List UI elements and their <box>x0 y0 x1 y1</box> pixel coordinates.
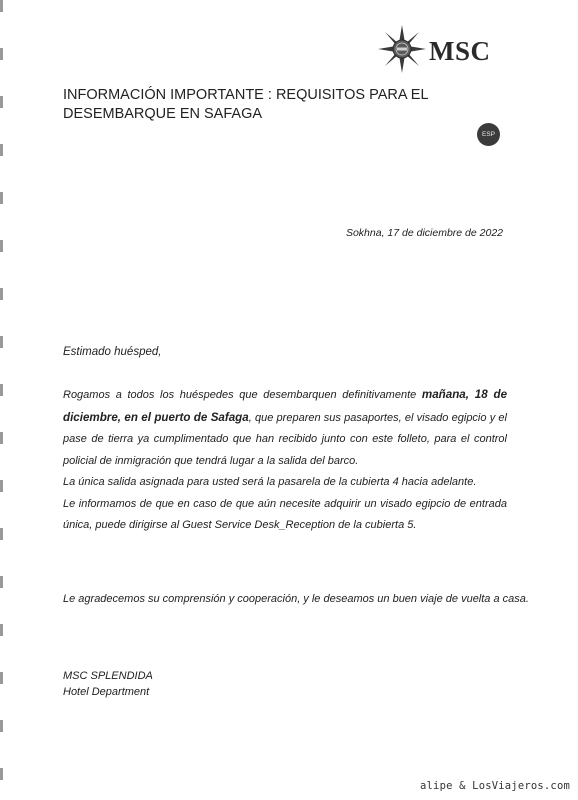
msc-logo <box>377 24 491 79</box>
logo-wordmark: MSC <box>429 36 491 66</box>
closing-line: Le agradecemos su comprensión y cooperación, y le deseamos un buen viaje de vuelta a casa. <box>63 593 529 605</box>
paragraph-1-bold: mañana, 18 de diciembre, en el puerto de Safaga <box>63 388 508 424</box>
letter-body <box>63 384 507 537</box>
signature-ship: MSC SPLENDIDA <box>63 670 153 682</box>
paragraph-1-rest: , que preparen sus pasaportes, el visado egipcio y el pase de tierra ya cumplimentado que han recibido junto con este folleto, para el control policial de inmigración que tendrá lugar a la salida del barco. <box>63 411 507 467</box>
signature-block <box>63 668 153 700</box>
msc-compass-rose-icon <box>377 24 427 79</box>
paragraph-2: La única salida asignada para usted será la pasarela de la cubierta 4 hacia adelante. <box>63 476 477 488</box>
paragraph-3: Le informamos de que en caso de que aún necesite adquirir un visado egipcio de entrada única, puede dirigirse al Guest Service Desk_Reception de la cubierta 5. <box>63 497 507 531</box>
language-badge: ESP <box>477 123 500 146</box>
document-title: INFORMACIÓN IMPORTANTE : REQUISITOS PARA EL DESEMBARQUE EN SAFAGA <box>63 87 428 122</box>
signature-department: Hotel Department <box>63 686 150 698</box>
paragraph-1-intro: Rogamos a todos los huéspedes que desembarquen definitivamente <box>63 389 417 401</box>
scan-edge-marks <box>0 0 3 800</box>
date-line: Sokhna, 17 de diciembre de 2022 <box>345 227 503 239</box>
watermark: alipe & LosViajeros.com <box>420 780 570 792</box>
paragraph-1 <box>63 384 507 472</box>
salutation: Estimado huésped, <box>63 346 162 358</box>
